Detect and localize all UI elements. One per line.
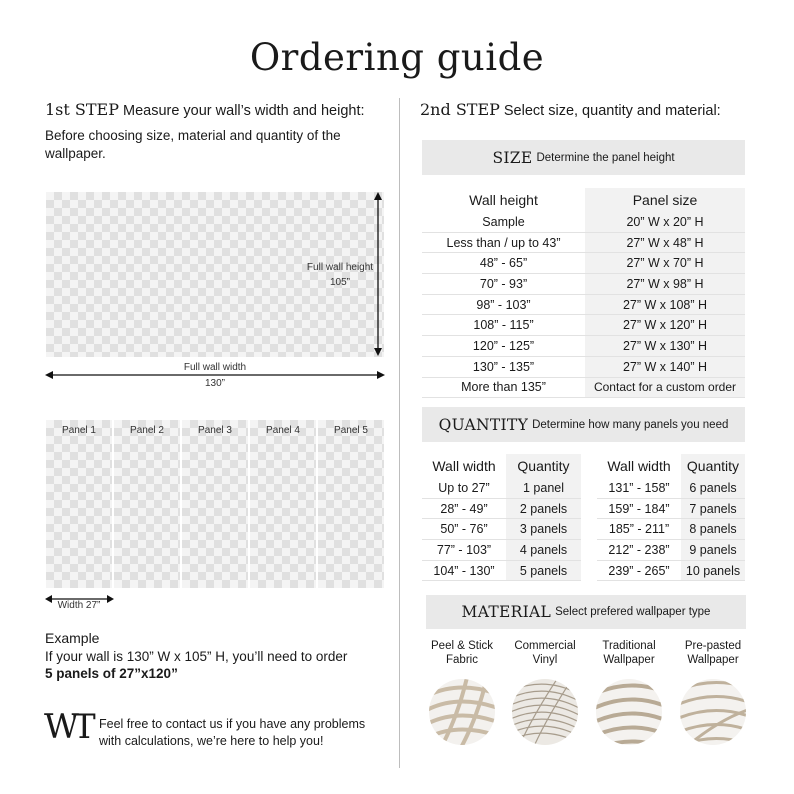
panel-size-cell: 27” W x 70” H [585, 253, 745, 274]
example-text: If your wall is 130” W x 105” H, you’ll need to order [45, 649, 348, 664]
wall-width-cell: 104” - 130” [422, 560, 506, 581]
panel-label: Panel 5 [334, 425, 368, 436]
table-row [422, 336, 745, 357]
table-row [422, 498, 745, 519]
size-header-wall-height: Wall height [469, 192, 538, 208]
quantity-band [422, 407, 745, 442]
quantity-header: Wall width [607, 458, 671, 474]
quantity-header: Quantity [681, 454, 745, 478]
quantity-cell: 7 panels [681, 498, 745, 519]
quantity-header: Quantity [506, 454, 581, 478]
step2-label: 2nd STEP [420, 100, 500, 119]
panel-label: Panel 3 [198, 425, 232, 436]
table-row [422, 377, 745, 398]
step1-intro: Before choosing size, material and quantity of the wallpaper. [45, 128, 341, 161]
panel-size-cell: 27” W x 98” H [585, 274, 745, 295]
table-row [422, 212, 745, 232]
wall-height-cell: 98” - 103” [422, 294, 585, 315]
size-title: SIZE [492, 148, 533, 167]
material-commercial-vinyl[interactable] [505, 639, 585, 667]
page-title: Ordering guide [249, 36, 545, 79]
height-value: 105” [329, 277, 350, 288]
width-label: Full wall width [183, 362, 247, 373]
material-band [426, 595, 746, 629]
panel-size-cell: 27” W x 120” H [585, 315, 745, 336]
material-subtitle: Select prefered wallpaper type [555, 606, 711, 618]
panel-size-cell: 20” W x 20” H [585, 212, 745, 232]
contact-text: Feel free to contact us if you have any problems with calculations, we’re here to help you! [99, 717, 366, 748]
step1-label: 1st STEP [45, 100, 119, 119]
wall-width-cell: 50” - 76” [422, 519, 506, 540]
wall-height-cell: Sample [422, 212, 585, 232]
peel-stick-fabric-swatch-icon [428, 678, 496, 746]
panel-width-label: Width 27” [57, 600, 101, 611]
quantity-subtitle: Determine how many panels you need [532, 418, 729, 431]
panel-4 [250, 420, 316, 588]
wall-width-cell: 131” - 158” [597, 478, 681, 498]
quantity-cell: 10 panels [681, 560, 745, 581]
wall-width-cell: 185” - 211” [597, 519, 681, 540]
wall-height-cell: 130” - 135” [422, 356, 585, 377]
panel-label: Panel 2 [130, 425, 164, 436]
quantity-cell: 8 panels [681, 519, 745, 540]
quantity-cell: 4 panels [506, 540, 581, 561]
material-label: Traditional Wallpaper [602, 640, 656, 666]
quantity-cell: 2 panels [506, 498, 581, 519]
quantity-table [422, 454, 745, 581]
size-table [422, 188, 745, 398]
wall-height-cell: 108” - 115” [422, 315, 585, 336]
wall-width-cell: 77” - 103” [422, 540, 506, 561]
quantity-cell: 1 panel [506, 478, 581, 498]
panel-2 [114, 420, 180, 588]
table-row [422, 315, 745, 336]
example-heading: Example [45, 630, 100, 646]
wall-width-cell: 159” - 184” [597, 498, 681, 519]
panel-3 [182, 420, 248, 588]
quantity-header: Wall width [432, 458, 496, 474]
panel-size-cell: Contact for a custom order [585, 377, 745, 398]
wall-height-cell: More than 135” [422, 377, 585, 398]
table-row [422, 519, 745, 540]
wall-width-cell: 212” - 238” [597, 540, 681, 561]
table-row [422, 540, 745, 561]
material-label: Peel & Stick Fabric [431, 640, 493, 666]
traditional-wallpaper-swatch-icon [595, 678, 663, 746]
quantity-cell: 9 panels [681, 540, 745, 561]
material-traditional-wallpaper[interactable] [589, 639, 669, 667]
step2-text: Select size, quantity and material: [503, 103, 721, 119]
quantity-cell: 6 panels [681, 478, 745, 498]
material-peel-stick-fabric[interactable] [422, 639, 502, 667]
table-row [422, 356, 745, 377]
step2-heading [420, 100, 721, 119]
panel-1 [46, 420, 112, 588]
commercial-vinyl-swatch-icon [511, 678, 579, 746]
table-row [422, 294, 745, 315]
table-row [422, 478, 745, 498]
panel-size-cell: 27” W x 108” H [585, 294, 745, 315]
size-band [422, 140, 745, 175]
table-row [422, 232, 745, 253]
wall-width-cell: 28” - 49” [422, 498, 506, 519]
material-label: Commercial Vinyl [514, 640, 576, 666]
wall-height-cell: 48” - 65” [422, 253, 585, 274]
pre-pasted-wallpaper-swatch-icon [679, 678, 747, 746]
panel-size-cell: 27” W x 140” H [585, 356, 745, 377]
quantity-cell: 5 panels [506, 560, 581, 581]
panel-5 [318, 420, 384, 588]
step1-text: Measure your wall’s width and height: [122, 103, 365, 119]
wall-height-cell: 120” - 125” [422, 336, 585, 357]
size-subtitle: Determine the panel height [536, 151, 675, 164]
material-pre-pasted-wallpaper[interactable] [673, 639, 753, 667]
table-row [422, 253, 745, 274]
wall-width-cell: 239” - 265” [597, 560, 681, 581]
table-row [422, 274, 745, 295]
panel-label: Panel 1 [62, 425, 96, 436]
material-title: MATERIAL [461, 603, 552, 621]
quantity-cell: 3 panels [506, 519, 581, 540]
quantity-title: QUANTITY [438, 415, 529, 434]
material-label: Pre-pasted Wallpaper [684, 640, 742, 666]
panel-size-cell: 27” W x 130” H [585, 336, 745, 357]
size-header-panel-size: Panel size [585, 188, 745, 212]
brand-logo: WT [44, 707, 90, 747]
wall-height-cell: 70” - 93” [422, 274, 585, 295]
width-value: 130” [204, 378, 225, 389]
height-label: Full wall height [306, 262, 374, 273]
wall-height-cell: Less than / up to 43” [422, 232, 585, 253]
panel-size-cell: 27” W x 48” H [585, 232, 745, 253]
table-row [422, 560, 745, 581]
panel-label: Panel 4 [266, 425, 300, 436]
example-bold: 5 panels of 27”x120” [45, 666, 178, 681]
wall-width-cell: Up to 27” [422, 478, 506, 498]
